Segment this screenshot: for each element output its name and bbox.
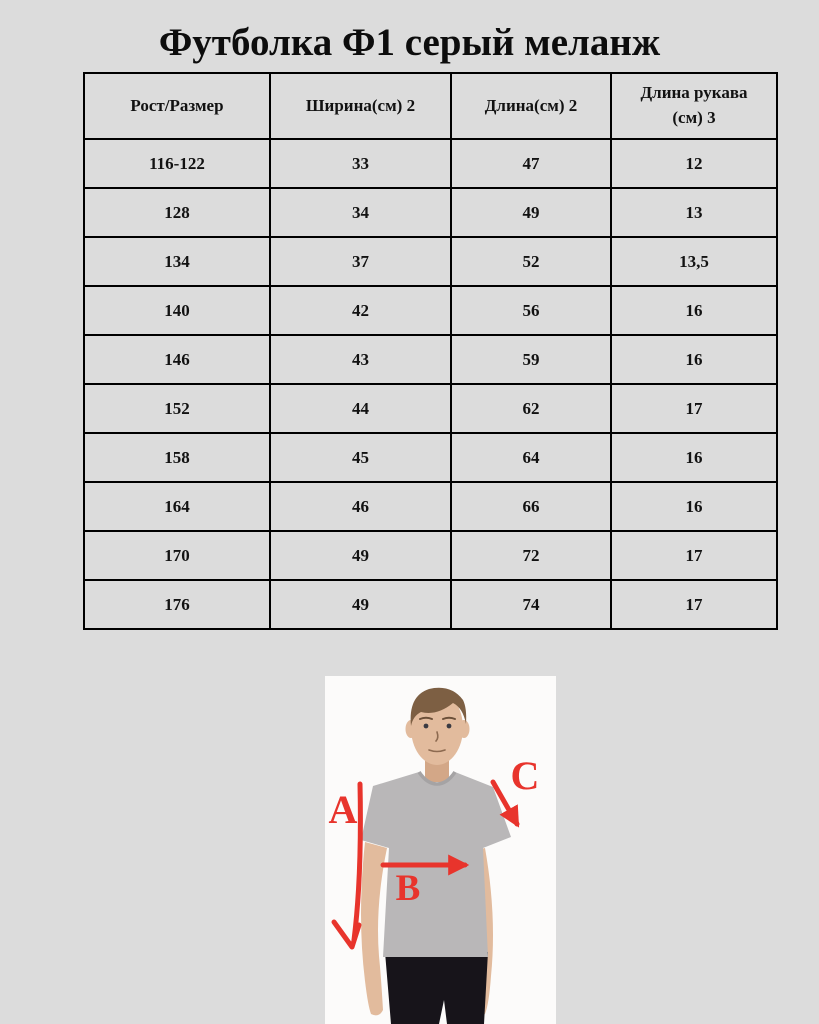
table-cell: 44 xyxy=(270,384,451,433)
table-row xyxy=(84,237,777,286)
table-cell: 16 xyxy=(611,482,777,531)
table-row xyxy=(84,139,777,188)
table-cell: 33 xyxy=(270,139,451,188)
table-header-row xyxy=(84,73,777,139)
header-cell-width: Ширина(см) 2 xyxy=(270,73,451,139)
table-cell: 42 xyxy=(270,286,451,335)
table-cell: 49 xyxy=(270,580,451,629)
table-cell: 52 xyxy=(451,237,611,286)
table-cell: 146 xyxy=(84,335,270,384)
boy-pants xyxy=(385,952,488,1024)
size-table xyxy=(83,72,778,630)
boy-eye-left xyxy=(424,724,429,729)
table-cell: 128 xyxy=(84,188,270,237)
table-cell: 152 xyxy=(84,384,270,433)
table-cell: 17 xyxy=(611,531,777,580)
table-cell: 13,5 xyxy=(611,237,777,286)
table-row xyxy=(84,433,777,482)
table-cell: 17 xyxy=(611,384,777,433)
boy-eye-right xyxy=(447,724,452,729)
table-cell: 13 xyxy=(611,188,777,237)
table-cell: 47 xyxy=(451,139,611,188)
table-cell: 45 xyxy=(270,433,451,482)
table-cell: 176 xyxy=(84,580,270,629)
table-cell: 66 xyxy=(451,482,611,531)
table-cell: 134 xyxy=(84,237,270,286)
table-cell: 16 xyxy=(611,433,777,482)
table-cell: 12 xyxy=(611,139,777,188)
table-cell: 49 xyxy=(451,188,611,237)
arrow-label-b: B xyxy=(395,868,421,909)
table-row xyxy=(84,482,777,531)
table-cell: 17 xyxy=(611,580,777,629)
table-cell: 49 xyxy=(270,531,451,580)
table-cell: 74 xyxy=(451,580,611,629)
measurement-photo xyxy=(325,676,556,1024)
table-cell: 164 xyxy=(84,482,270,531)
table-cell: 62 xyxy=(451,384,611,433)
table-cell: 72 xyxy=(451,531,611,580)
arrow-label-a: A xyxy=(328,787,358,832)
table-cell: 56 xyxy=(451,286,611,335)
table-cell: 116-122 xyxy=(84,139,270,188)
table-row xyxy=(84,384,777,433)
header-cell-sleeve: Длина рукава (см) 3 xyxy=(611,73,777,139)
arrow-label-c: C xyxy=(510,753,540,798)
table-cell: 34 xyxy=(270,188,451,237)
table-cell: 37 xyxy=(270,237,451,286)
table-row xyxy=(84,188,777,237)
table-cell: 158 xyxy=(84,433,270,482)
table-cell: 64 xyxy=(451,433,611,482)
table-row xyxy=(84,580,777,629)
table-cell: 16 xyxy=(611,335,777,384)
header-cell-size: Рост/Размер xyxy=(84,73,270,139)
table-cell: 43 xyxy=(270,335,451,384)
table-cell: 140 xyxy=(84,286,270,335)
table-cell: 170 xyxy=(84,531,270,580)
table-row xyxy=(84,335,777,384)
page-title: Футболка Ф1 серый меланж xyxy=(158,21,661,64)
table-cell: 59 xyxy=(451,335,611,384)
table-row xyxy=(84,531,777,580)
table-cell: 46 xyxy=(270,482,451,531)
table-cell: 16 xyxy=(611,286,777,335)
header-cell-length: Длина(см) 2 xyxy=(451,73,611,139)
table-row xyxy=(84,286,777,335)
